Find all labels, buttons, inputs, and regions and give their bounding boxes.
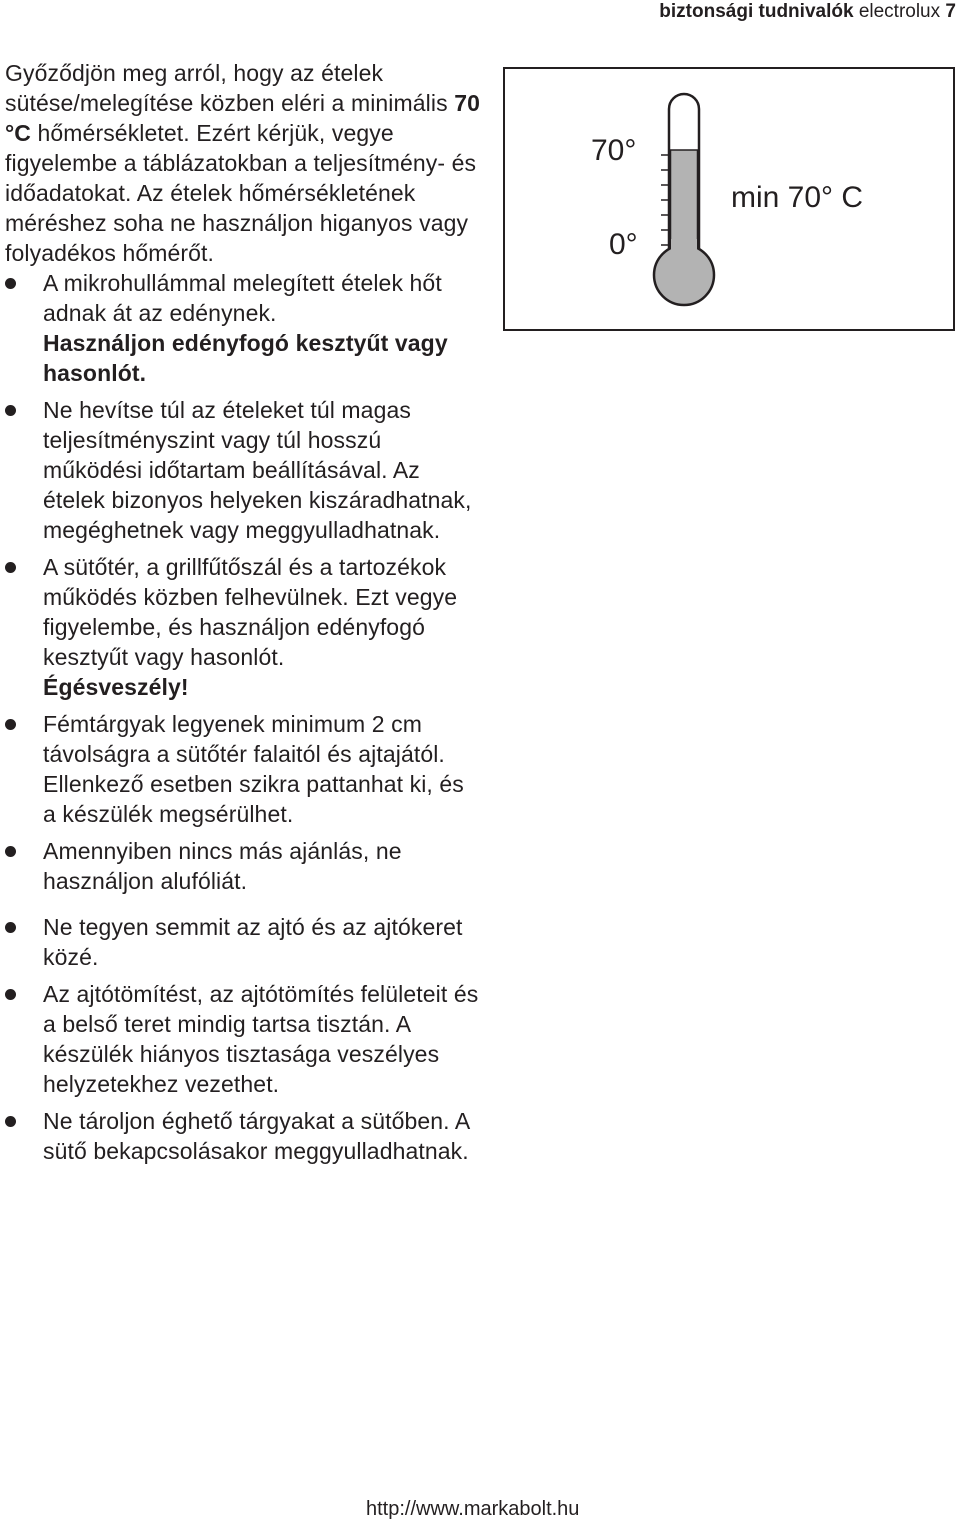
intro-text-part2: hőmérsékletet. Ezért kérjük, vegye figyelembe a táblázatokban a teljesítmény- és időadatokat. Az ételek hőmérsékletének méréshez soha ne használjon higanyos vagy folyadékos hőmérőt. [5,120,477,266]
footer-url: http://www.markabolt.hu [366,1498,580,1520]
page-header [659,0,956,24]
main-text-column [5,58,483,1166]
list-item [5,979,483,1099]
thermometer-icon [505,69,953,329]
list-item [5,912,483,972]
list-item-warning: Égésveszély! [43,674,189,700]
intro-text-part1: Győződjön meg arról, hogy az ételek sütése/melegítése közben eléri a minimális [5,60,455,116]
list-item-text: Ne tegyen semmit az ajtó és az ajtókeret közé. [43,914,463,970]
brand-name: electrolux [858,1,941,22]
list-item [5,552,483,702]
safety-list [5,268,483,1166]
list-item-text: Amennyiben nincs más ajánlás, ne használjon alufóliát. [43,838,402,894]
bullet-icon [5,562,16,573]
list-item-text: A mikrohullámmal melegített ételek hőt adnak át az edénynek. [43,270,442,326]
list-item [5,268,483,388]
list-item [5,1106,483,1166]
bullet-icon [5,989,16,1000]
bullet-icon [5,1116,16,1127]
bullet-icon [5,278,16,289]
list-item [5,836,483,896]
label-min-temperature: min 70° C [731,181,864,214]
page-number: 7 [945,1,956,22]
list-item-warning: Használjon edényfogó kesztyűt vagy hasonlót. [43,330,448,386]
bullet-icon [5,922,16,933]
list-item-text: Ne hevítse túl az ételeket túl magas teljesítményszint vagy túl hosszú működési időtartam beállításával. Az ételek bizonyos helyeken kiszáradhatnak, megéghetnek vagy meggyulladhatnak. [43,397,472,543]
list-item-text: Az ajtótömítést, az ajtótömítés felületeit és a belső teret mindig tartsa tisztán. A készülék hiányos tisztasága veszélyes helyzetekhez vezethet. [43,981,479,1097]
thermometer-figure [503,67,955,331]
intro-temperature: 70 °C [5,90,480,146]
label-70-degree: 70° [591,134,637,167]
bullet-icon [5,846,16,857]
list-item-text: Ne tároljon éghető tárgyakat a sütőben. A sütő bekapcsolásakor meggyulladhatnak. [43,1108,470,1164]
intro-paragraph [5,58,483,268]
bullet-icon [5,719,16,730]
list-item [5,395,483,545]
list-item [5,709,483,829]
bullet-icon [5,405,16,416]
section-title: biztonsági tudnivalók [659,1,854,22]
list-item-text: Fémtárgyak legyenek minimum 2 cm távolságra a sütőtér falaitól és ajtajától. Ellenkező esetben szikra pattanhat ki, és a készülék megsérülhet. [43,711,464,827]
label-0-degree: 0° [609,228,638,261]
list-item-text: A sütőtér, a grillfűtőszál és a tartozékok működés közben felhevülnek. Ezt vegye figyelembe, és használjon edényfogó kesztyűt vagy hasonlót. [43,554,458,670]
thermometer-neck [671,239,697,255]
